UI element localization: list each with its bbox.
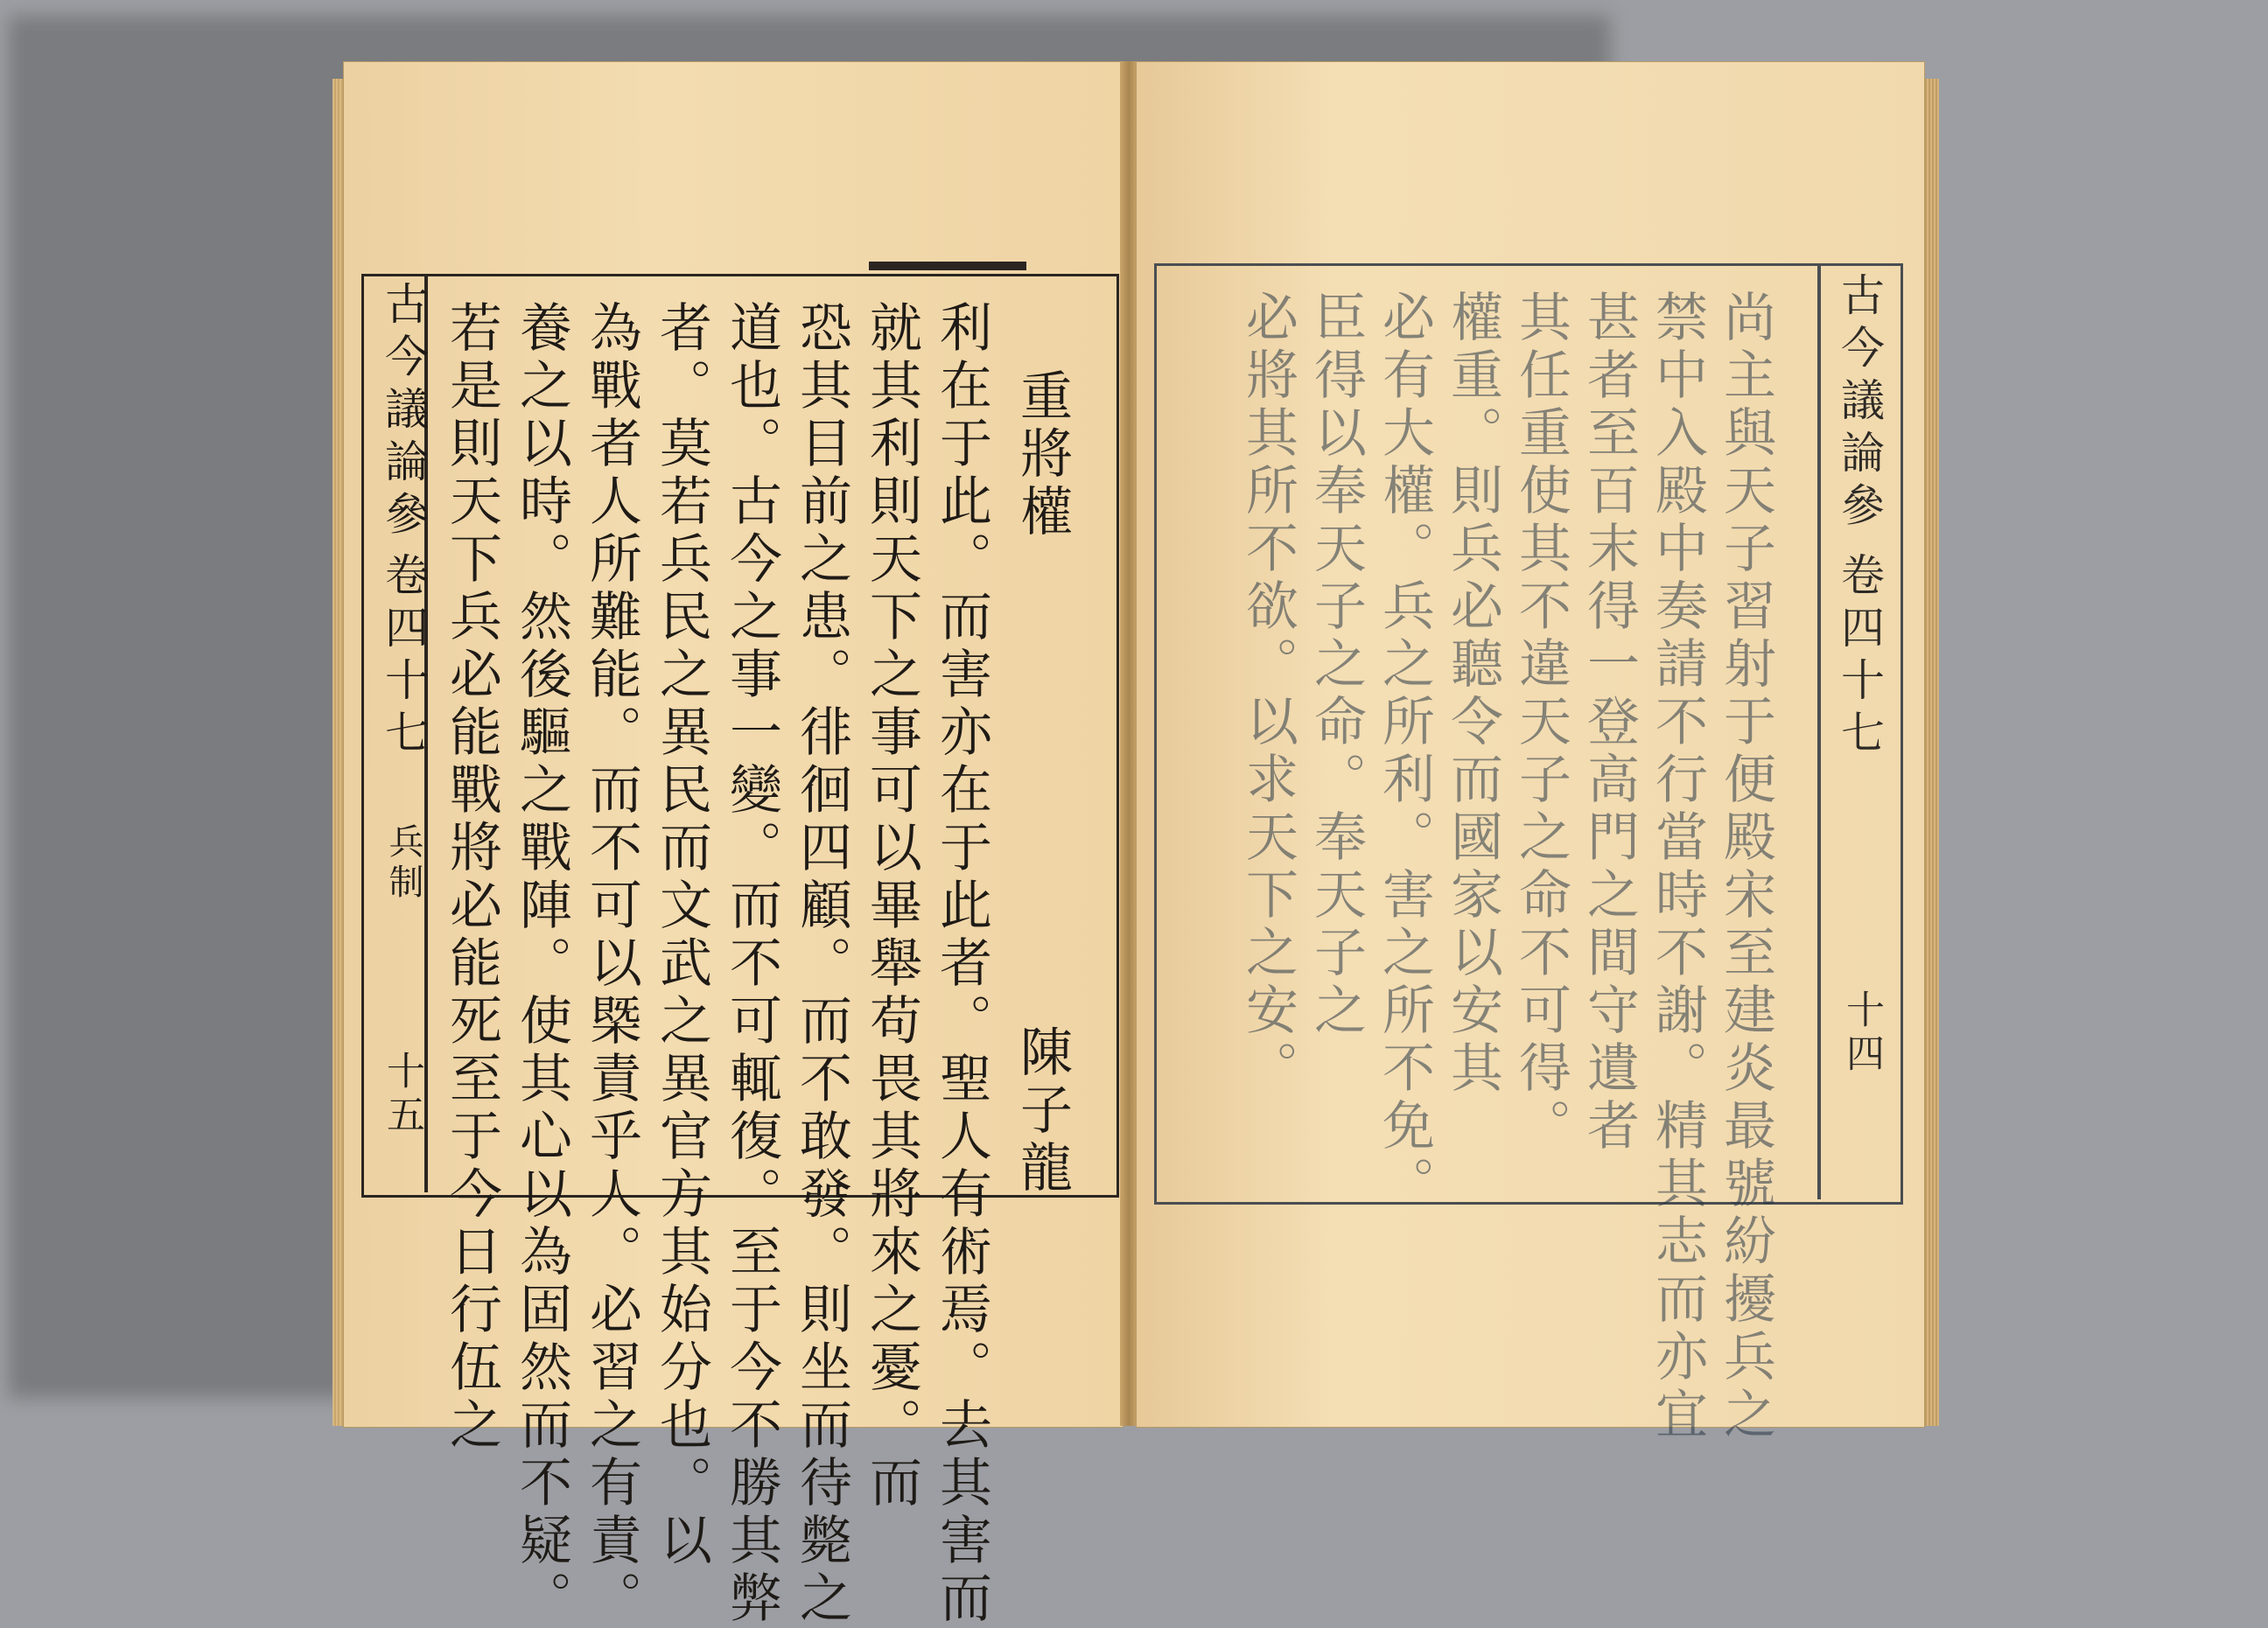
faint-column-3: 甚者至百末得一登高門之間守遺者 xyxy=(1578,290,1640,1156)
faint-column-6: 必有大權。兵之所利。害之所不免。 xyxy=(1374,290,1435,1213)
right-margin-page-number: 十四 xyxy=(1839,989,1884,1077)
essay-heading: 重將權 xyxy=(1012,368,1073,542)
text-column-3: 恐其目前之患。徘徊四顧。而不敢發。則坐而待斃之 xyxy=(791,300,852,1628)
right-margin-volume: 卷四十七 xyxy=(1834,552,1885,762)
text-column-4: 道也。古今之事一變。而不可輒復。至于今不勝其弊 xyxy=(721,300,782,1628)
margin-title: 古今議論參 xyxy=(378,281,429,543)
faint-column-7: 臣得以奉天子之命。奉天子之 xyxy=(1306,290,1367,1040)
text-column-6: 為戰者人所難能。而不可以槩責乎人。必習之有責。 xyxy=(581,300,642,1628)
text-column-1: 利在于此。而害亦在于此者。聖人有術焉。去其害而 xyxy=(931,300,992,1628)
right-page xyxy=(1136,61,1925,1444)
margin-volume: 卷四十七 xyxy=(378,552,429,762)
margin-page-number: 十五 xyxy=(380,1051,424,1138)
left-page xyxy=(343,61,1124,1628)
right-margin-divider xyxy=(1817,265,1821,1199)
text-column-5: 者。莫若兵民之異民而文武之異官方其始分也。以 xyxy=(651,300,712,1570)
text-column-2: 就其利則天下之事可以畢舉苟畏其將來之憂。而 xyxy=(861,300,922,1513)
essay-author: 陳子龍 xyxy=(1012,1024,1073,1198)
faint-column-2: 禁中入殿中奏請不行當時不謝。精其志而亦宜 xyxy=(1647,290,1708,1444)
frame-top-ornament xyxy=(869,262,1026,270)
text-column-8: 若是則天下兵必能戰將必能死至于今日行伍之 xyxy=(441,300,502,1455)
margin-section: 兵制 xyxy=(383,823,424,904)
book-gutter xyxy=(1120,61,1138,1426)
text-column-7: 養之以時。然後驅之戰陣。使其心以為固然而不疑。 xyxy=(511,300,572,1628)
faint-column-1: 尚主與天子習射于便殿宋至建炎最號紛擾兵之 xyxy=(1715,290,1776,1444)
right-margin-title: 古今議論參 xyxy=(1834,272,1885,535)
faint-column-4: 其任重使其不違天子之命不可得。 xyxy=(1510,290,1572,1156)
faint-column-5: 權重。則兵必聽令而國家以安其 xyxy=(1442,290,1503,1098)
faint-column-8: 必將其所不欲。以求天下之安。 xyxy=(1237,290,1298,1098)
open-book xyxy=(332,61,1934,1628)
